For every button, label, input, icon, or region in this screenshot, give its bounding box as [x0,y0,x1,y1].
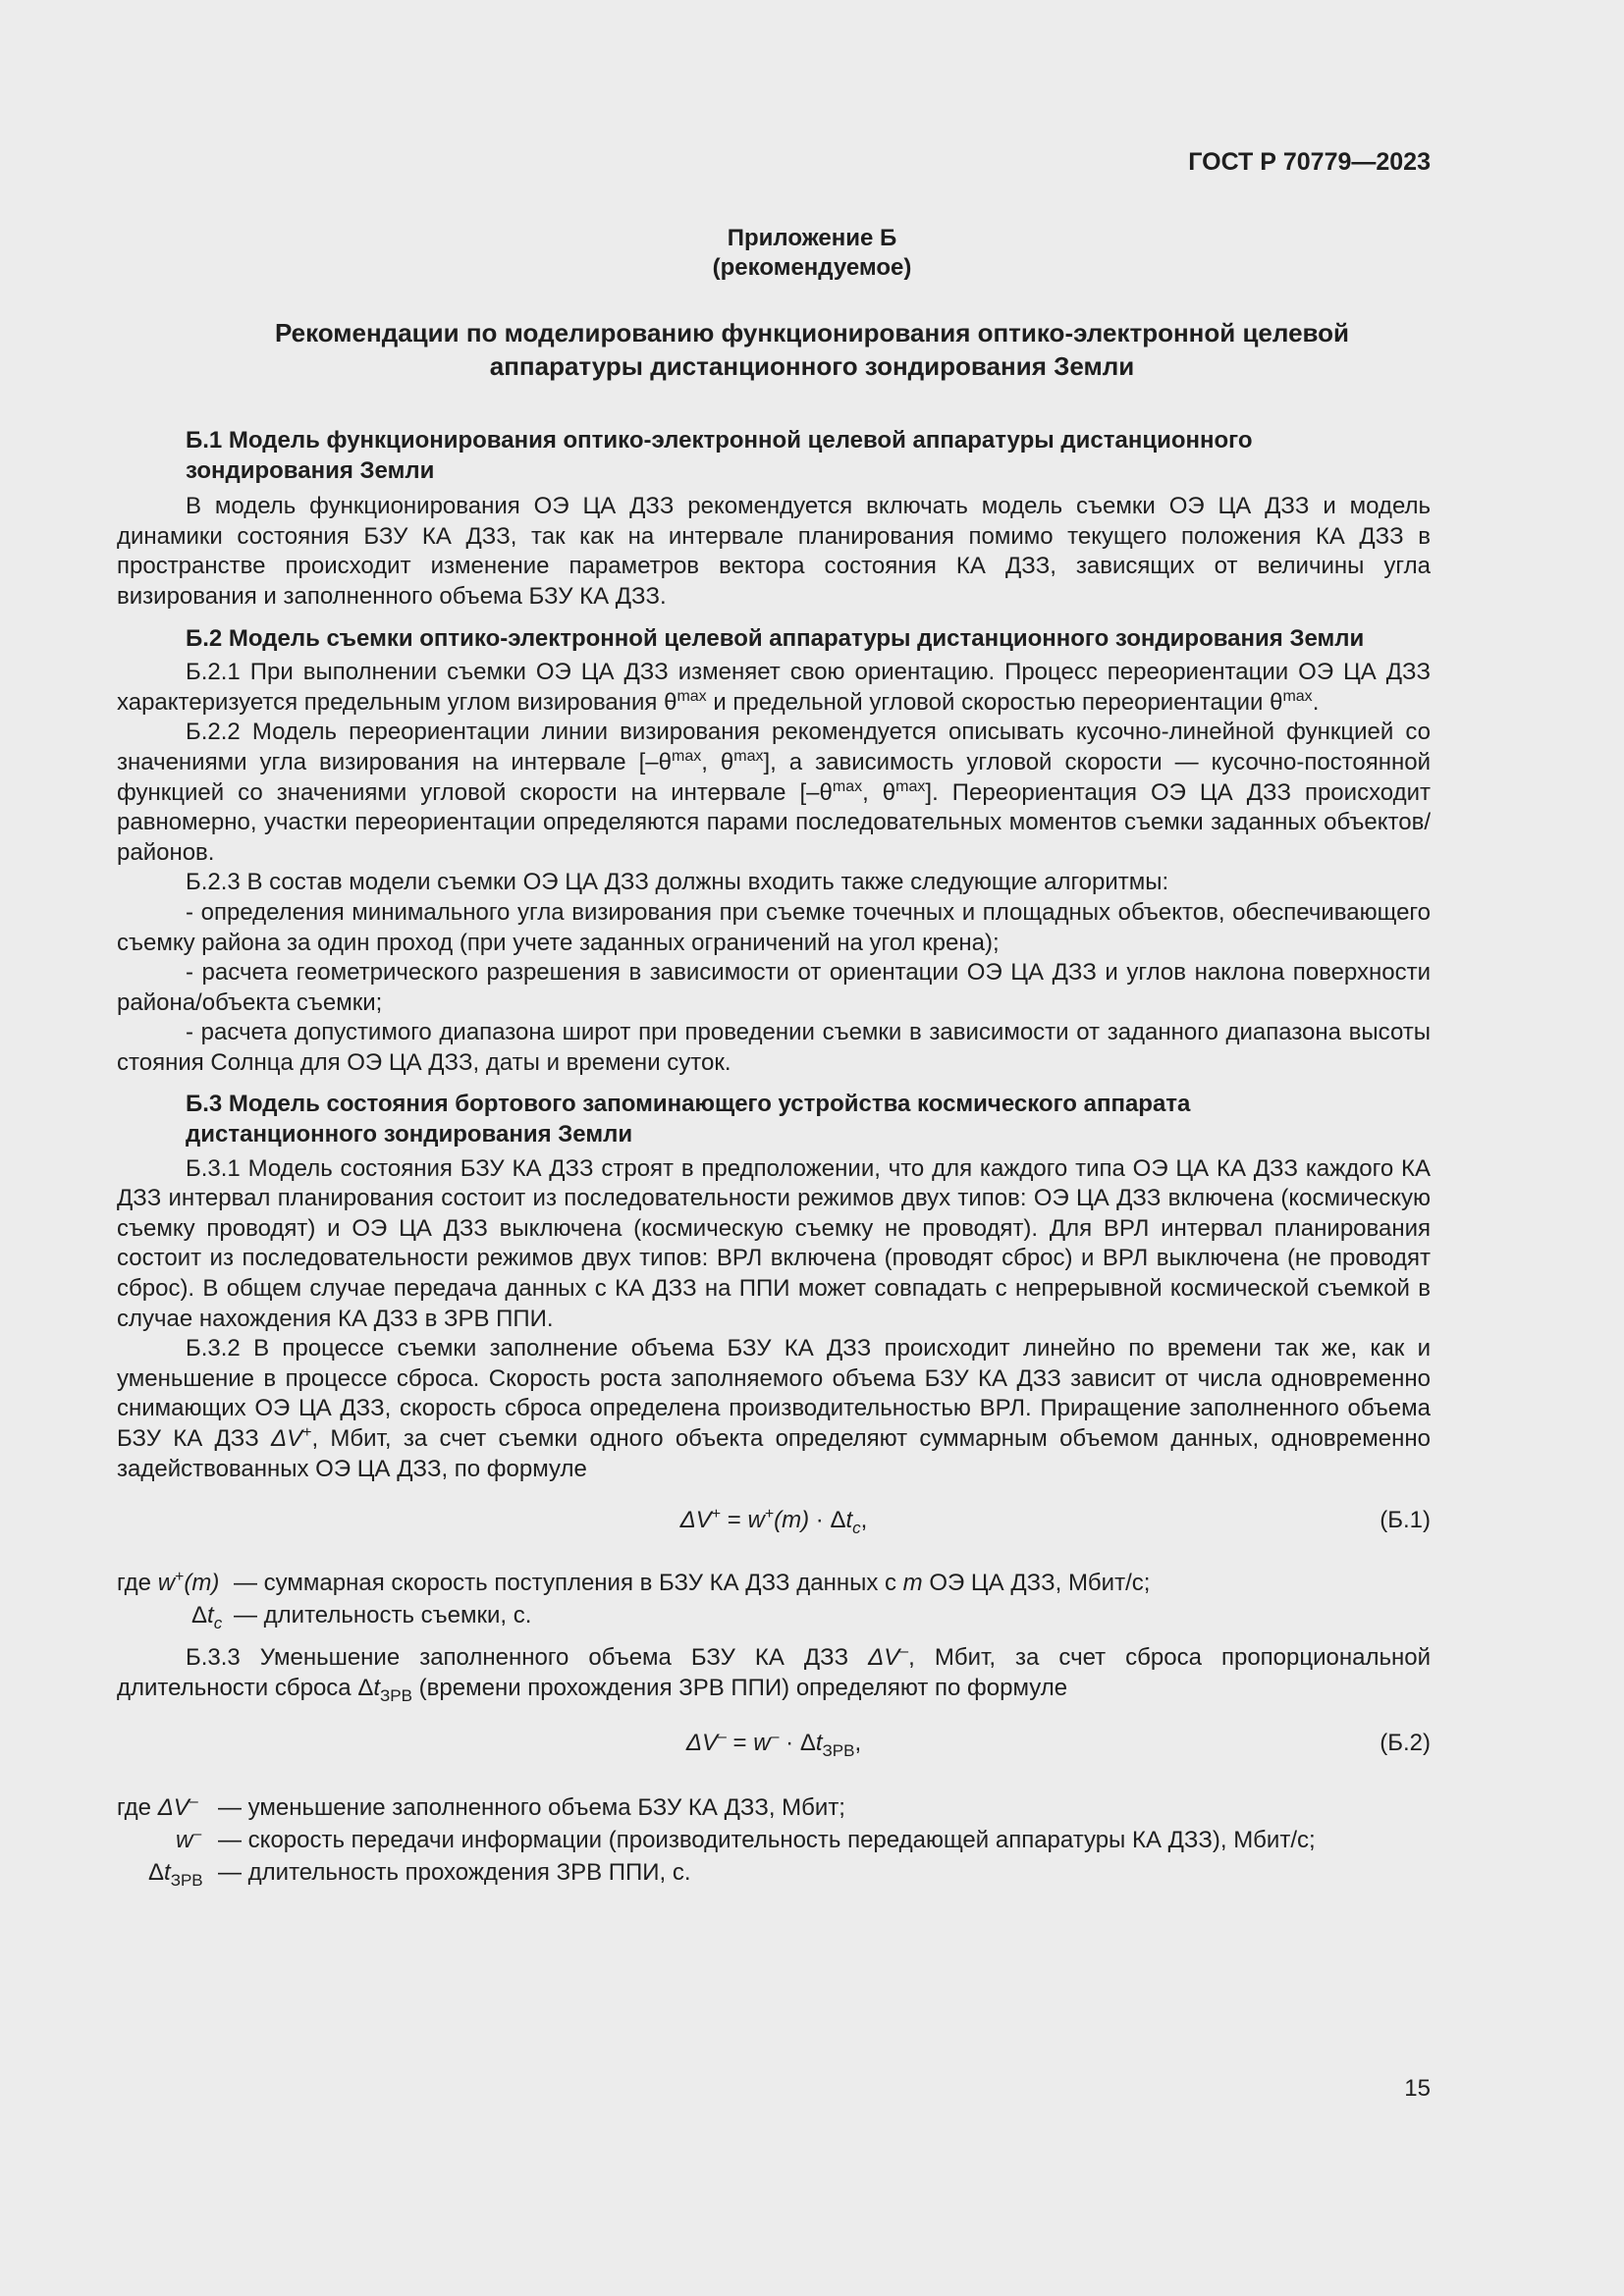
list-item-2: - расчета геометрического разрешения в зависимости от ориентации ОЭ ЦА ДЗЗ и углов наклона поверхности района/объекта съемки; [117,959,1431,1016]
formula-b2-legend [117,1793,1431,1892]
section-b2-heading: Б.2 Модель съемки оптико-электронной целевой аппаратуры дистанционного зондирования Земли [186,624,1365,652]
legend-row: где w+(m) — суммарная скорость поступления в БЗУ КА ДЗЗ данных с m ОЭ ЦА ДЗЗ, Мбит/с; [117,1569,1151,1597]
appendix-title: Приложение Б [727,225,897,251]
list-item-1: - определения минимального угла визирования при съемке точечных и площадных объектов, обеспечивающего съемку района за один проход (при учете заданных ограничений на угол крена); [117,898,1431,956]
paragraph-b1: В модель функционирования ОЭ ЦА ДЗЗ рекомендуется включать модель съемки ОЭ ЦА ДЗЗ и модель динамики состояния БЗУ КА ДЗЗ, так как на интервале планирования помимо текущего положения КА ДЗЗ в пространстве происходит изменение параметров вектора состояния КА ДЗЗ, зависящих от величины угла визирования и заполненного объема БЗУ КА ДЗЗ. [117,493,1431,610]
page-number: 15 [1404,2075,1431,2102]
appendix-status: (рекомендуемое) [712,254,912,281]
formula-b2-number: (Б.2) [1380,1730,1431,1757]
paragraph-b2-2: Б.2.2 Модель переориентации линии визирования рекомендуется описывать кусочно-линейной функцией со значениями угла визирования на интервале [$-\theta^{max}$, $\theta^{max}$], а зависимость угловой скорости — кусочно-постоянной функцией со значениями угловой скорости на интервале [$-\theta^{max}$, $\theta^{max}$]. Переориентация ОЭ ЦА ДЗЗ происходит равномерно, участки переориентации определяются парами последовательных моментов съемки заданных объектов/районов. [117,719,1432,866]
section-b3-heading-line-1: Б.3 Модель состояния бортового запоминающего устройства космического аппарата [186,1091,1191,1118]
formula-b2-expression: $\Delta V^- = w^- \cdot \Delta t_{ЗРВ}$, [685,1729,862,1761]
formula-b2 [117,1703,1431,1786]
page-title-line-1: Рекомендации по моделированию функционирования оптико-электронной целевой [274,318,1350,347]
legend-row: $\Delta t_{ЗРВ}$ — длительность прохождения ЗРВ ППИ, с. [148,1859,691,1891]
formula-b1-expression: $\Delta V^+ = w^+(m) \cdot \Delta t_c$, [679,1506,868,1538]
document-body [117,426,1431,1892]
legend-row: w– — скорость передачи информации (производительность передающей аппаратуры КА ДЗЗ), Мбит/с; [176,1826,1316,1854]
list-item-3: - расчета допустимого диапазона широт при проведении съемки в зависимости от заданного диапазона высоты стояния Солнца для ОЭ ЦА ДЗЗ, даты и времени суток. [117,1019,1431,1076]
formula-b1 [117,1484,1431,1559]
paragraph-b2-1: Б.2.1 При выполнении съемки ОЭ ЦА ДЗЗ изменяет свою ориентацию. Процесс переориентации ОЭ ЦА ДЗЗ характеризуется предельным углом визирования $\theta^{max}$ и предельной угловой скоростью переориентации $\theta^{max}$. [117,659,1431,716]
section-b1-heading [117,426,1423,486]
paragraph-b3-2: Б.3.2 В процессе съемки заполнение объема БЗУ КА ДЗЗ происходит линейно по времени так же, как и уменьшение в процессе сброса. Скорость роста заполняемого объема БЗУ КА ДЗЗ зависит от числа одновременно снимающих ОЭ ЦА ДЗЗ, скорость сброса определена производительностью ВРЛ. Приращение заполненного объема БЗУ КА ДЗЗ ΔV+, Мбит, за счет съемки одного объекта определяют суммарным объемом данных, одновременно задействованных ОЭ ЦА ДЗЗ, по формуле [117,1335,1431,1482]
legend-row: где ΔV– — уменьшение заполненного объема БЗУ КА ДЗЗ, Мбит; [117,1793,845,1822]
section-b3-heading [117,1090,1423,1149]
formula-b1-number: (Б.1) [1380,1507,1431,1534]
standard-header: ГОСТ Р 70779—2023 [1188,148,1431,176]
section-b1-heading-line-1: Б.1 Модель функционирования оптико-электронной целевой аппаратуры дистанционного [186,427,1253,454]
appendix-label [0,224,1624,283]
paragraph-b3-1: Б.3.1 Модель состояния БЗУ КА ДЗЗ строят в предположении, что для каждого типа ОЭ ЦА КА ДЗЗ каждого КА ДЗЗ интервал планирования состоит из последовательности режимов двух типов: ОЭ ЦА ДЗЗ включена (космическую съемку проводят) и ОЭ ЦА ДЗЗ выключена (космическую съемку не проводят). Для ВРЛ интервал планирования состоит из последовательности режимов двух типов: ВРЛ включена (проводят сброс) и ВРЛ выключена (не проводят сброс). В общем случае передача данных с КА ДЗЗ на ППИ может совпадать с непрерывной космической съемкой в случае нахождения КА ДЗЗ в ЗРВ ППИ. [117,1154,1431,1332]
legend-row: $\Delta t_c$ — длительность съемки, с. [191,1602,532,1633]
paragraph-b2-3: Б.2.3 В состав модели съемки ОЭ ЦА ДЗЗ должны входить также следующие алгоритмы: [186,869,1169,896]
paragraph-b3-3: Б.3.3 Уменьшение заполненного объема БЗУ КА ДЗЗ ΔV–, Мбит, за счет сброса пропорциональной длительности сброса $\Delta t_{ЗРВ}$ (времени прохождения ЗРВ ППИ) определяют по формуле [117,1643,1431,1705]
page-title [0,316,1624,383]
formula-b1-legend [117,1569,1431,1639]
section-b1-heading-line-2: зондирования Земли [186,456,435,484]
page-title-line-2: аппаратуры дистанционного зондирования Земли [489,351,1135,381]
section-b3-heading-line-2: дистанционного зондирования Земли [186,1121,633,1148]
